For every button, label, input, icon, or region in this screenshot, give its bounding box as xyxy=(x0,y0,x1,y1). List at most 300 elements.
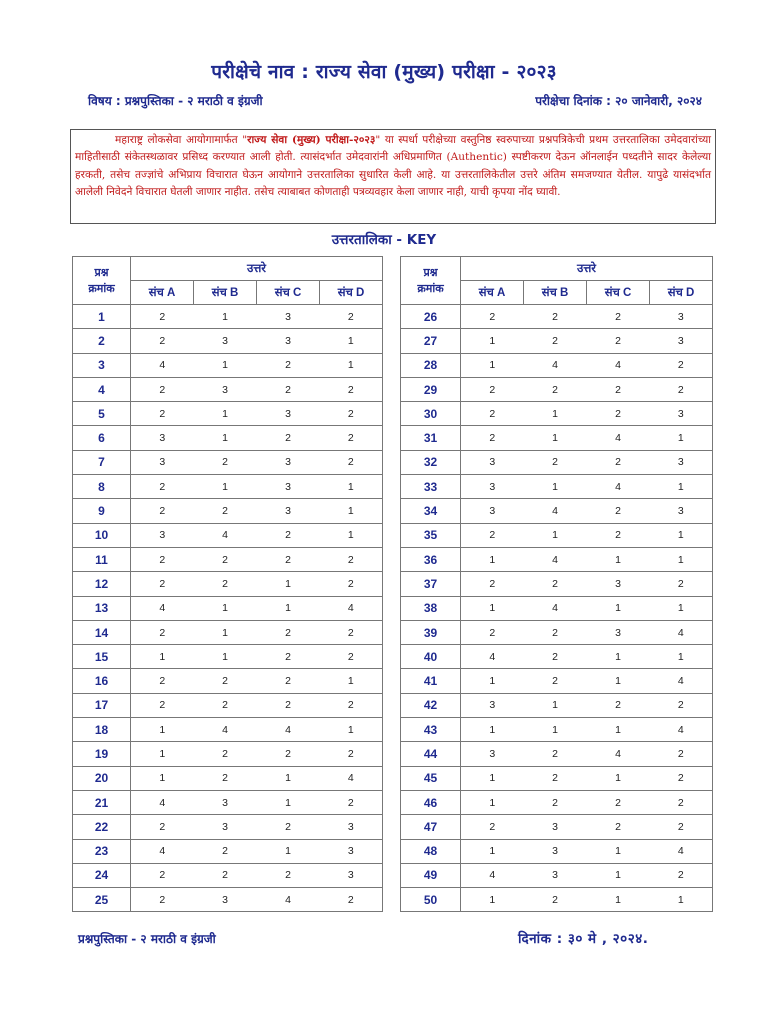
q-header-line1: प्रश्न xyxy=(94,266,109,279)
question-number-cell: 46 xyxy=(401,790,461,814)
table-row xyxy=(401,863,713,887)
table-row xyxy=(73,426,383,450)
question-number-cell: 50 xyxy=(401,888,461,912)
answer-set-d-cell: 2 xyxy=(320,742,383,766)
answer-set-d-cell: 2 xyxy=(320,547,383,571)
page-title: परीक्षेचे नाव : राज्य सेवा (मुख्य) परीक्षा - २०२३ xyxy=(211,61,557,83)
answer-set-a-cell: 2 xyxy=(461,815,524,839)
answer-set-d-cell: 1 xyxy=(650,426,713,450)
answer-set-d-cell: 2 xyxy=(320,790,383,814)
question-number-cell: 27 xyxy=(401,329,461,353)
answer-set-a-cell: 3 xyxy=(131,426,194,450)
question-number-cell: 1 xyxy=(73,305,131,329)
table-row xyxy=(73,888,383,912)
answer-set-a-cell: 1 xyxy=(461,329,524,353)
answer-set-b-cell: 4 xyxy=(194,718,257,742)
answer-set-d-cell: 2 xyxy=(320,426,383,450)
answer-set-a-cell: 2 xyxy=(461,523,524,547)
answer-set-b-cell: 3 xyxy=(194,790,257,814)
answer-set-d-cell: 2 xyxy=(320,305,383,329)
table-row xyxy=(401,766,713,790)
notice-exam-name: राज्य सेवा (मुख्य) परीक्षा-२०२३ xyxy=(247,134,376,146)
answer-set-c-cell: 1 xyxy=(587,863,650,887)
question-number-cell: 8 xyxy=(73,475,131,499)
question-number-cell: 39 xyxy=(401,620,461,644)
answer-set-a-cell: 1 xyxy=(461,888,524,912)
answer-set-d-cell: 1 xyxy=(320,523,383,547)
table-row xyxy=(73,475,383,499)
answer-set-d-cell: 1 xyxy=(320,475,383,499)
table-row xyxy=(401,547,713,571)
answer-set-d-cell: 2 xyxy=(320,450,383,474)
answer-set-d-cell: 3 xyxy=(650,305,713,329)
answer-set-c-cell: 2 xyxy=(587,450,650,474)
answer-set-c-cell: 4 xyxy=(257,718,320,742)
answer-set-d-cell: 2 xyxy=(320,572,383,596)
question-number-cell: 2 xyxy=(73,329,131,353)
table-row xyxy=(401,815,713,839)
answer-set-c-cell: 1 xyxy=(257,839,320,863)
set-c-header: संच C xyxy=(257,281,320,305)
answer-set-c-cell: 2 xyxy=(587,815,650,839)
answer-set-d-cell: 2 xyxy=(650,742,713,766)
set-b-header: संच B xyxy=(194,281,257,305)
answer-set-d-cell: 2 xyxy=(650,766,713,790)
answer-set-c-cell: 3 xyxy=(587,572,650,596)
answer-set-a-cell: 2 xyxy=(131,572,194,596)
answer-set-a-cell: 2 xyxy=(131,499,194,523)
answer-set-c-cell: 3 xyxy=(257,402,320,426)
question-number-cell: 6 xyxy=(73,426,131,450)
answer-set-c-cell: 2 xyxy=(587,402,650,426)
answer-set-c-cell: 2 xyxy=(257,815,320,839)
table-row xyxy=(73,742,383,766)
question-number-cell: 35 xyxy=(401,523,461,547)
table-row xyxy=(401,450,713,474)
answer-set-d-cell: 1 xyxy=(320,329,383,353)
answer-set-c-cell: 1 xyxy=(587,669,650,693)
table-row xyxy=(401,790,713,814)
answer-set-a-cell: 2 xyxy=(131,888,194,912)
table-row xyxy=(401,572,713,596)
question-number-cell: 40 xyxy=(401,645,461,669)
answer-set-b-cell: 2 xyxy=(524,888,587,912)
question-number-cell: 3 xyxy=(73,353,131,377)
table-row xyxy=(401,888,713,912)
table-row xyxy=(401,742,713,766)
answer-set-a-cell: 2 xyxy=(461,572,524,596)
notice-text-2: " या स्पर्धा परीक्षेच्या वस्तुनिष्ठ स्वरुपाच्या प्रश्नपत्रिकेची प्रथम उत्तरतालिका उमेदवारांच्या माहितीसाठी संकेतस्थळावर प्रसिध्द करण्यात आली होती. त्यासंदर्भात उमेदवारांनी अधिप्रमाणित (Authentic) स्पष्टीकरण देऊन ऑनलाईन पध्दतीने सादर केलेल्या हरकती, तसेच तज्ज्ञांचे अभिप्राय विचारात घेऊन आयोगाने उत्तरतालिका सुधारित केली आहे. या उत्तरतालिकेतील उत्तरे अंतिम समजण्यात येतील. यापुढे यासंदर्भात आलेली निवेदने विचारात घेतली जाणार नाहीत. तसेच त्याबाबत कोणताही पत्रव्यवहार केला जाणार नाही, याची कृपया नोंद घ्यावी. xyxy=(75,134,711,199)
answer-set-c-cell: 2 xyxy=(257,353,320,377)
table-row xyxy=(401,377,713,401)
answer-set-b-cell: 2 xyxy=(524,329,587,353)
answer-set-c-cell: 3 xyxy=(257,305,320,329)
question-number-cell: 30 xyxy=(401,402,461,426)
question-number-cell: 38 xyxy=(401,596,461,620)
answer-set-b-cell: 4 xyxy=(524,596,587,620)
answer-set-c-cell: 4 xyxy=(587,353,650,377)
footer-date-label: दिनांक : ३० मे , २०२४. xyxy=(518,931,649,947)
question-number-cell: 22 xyxy=(73,815,131,839)
question-number-header xyxy=(73,257,131,305)
answer-set-b-cell: 2 xyxy=(194,742,257,766)
answer-set-d-cell: 3 xyxy=(320,863,383,887)
table-row xyxy=(401,329,713,353)
question-number-cell: 31 xyxy=(401,426,461,450)
table-row xyxy=(401,620,713,644)
answer-set-b-cell: 1 xyxy=(194,645,257,669)
answer-set-c-cell: 1 xyxy=(587,596,650,620)
table-row xyxy=(401,523,713,547)
question-number-cell: 37 xyxy=(401,572,461,596)
question-number-cell: 25 xyxy=(73,888,131,912)
question-number-cell: 36 xyxy=(401,547,461,571)
answer-set-a-cell: 3 xyxy=(461,450,524,474)
question-number-cell: 17 xyxy=(73,693,131,717)
answer-set-c-cell: 2 xyxy=(257,669,320,693)
answer-set-d-cell: 1 xyxy=(320,353,383,377)
answer-set-b-cell: 4 xyxy=(524,499,587,523)
question-number-cell: 20 xyxy=(73,766,131,790)
set-a-header: संच A xyxy=(131,281,194,305)
question-number-cell: 29 xyxy=(401,377,461,401)
answer-set-d-cell: 1 xyxy=(650,596,713,620)
table-row xyxy=(73,815,383,839)
answer-set-d-cell: 2 xyxy=(320,645,383,669)
answer-set-a-cell: 2 xyxy=(461,426,524,450)
answer-set-c-cell: 4 xyxy=(587,475,650,499)
answer-set-c-cell: 2 xyxy=(587,790,650,814)
answer-set-c-cell: 2 xyxy=(587,305,650,329)
answer-set-c-cell: 2 xyxy=(257,523,320,547)
answer-set-b-cell: 1 xyxy=(524,402,587,426)
answer-set-b-cell: 2 xyxy=(194,547,257,571)
table-row xyxy=(401,305,713,329)
answer-key-table-left xyxy=(72,256,383,912)
answer-set-c-cell: 1 xyxy=(587,547,650,571)
answer-set-b-cell: 1 xyxy=(524,718,587,742)
question-number-cell: 33 xyxy=(401,475,461,499)
question-number-cell: 49 xyxy=(401,863,461,887)
set-a-header: संच A xyxy=(461,281,524,305)
question-number-cell: 32 xyxy=(401,450,461,474)
answer-set-a-cell: 2 xyxy=(131,475,194,499)
notice-text-1: महाराष्ट्र लोकसेवा आयोगामार्फत " xyxy=(115,134,248,146)
answer-set-b-cell: 1 xyxy=(524,693,587,717)
q-header-line2: क्रमांक xyxy=(88,282,115,295)
answer-set-d-cell: 4 xyxy=(320,596,383,620)
answer-set-a-cell: 4 xyxy=(461,645,524,669)
answer-set-a-cell: 2 xyxy=(131,669,194,693)
answer-set-c-cell: 3 xyxy=(587,620,650,644)
answer-set-a-cell: 4 xyxy=(131,596,194,620)
table-row xyxy=(401,402,713,426)
answer-set-d-cell: 4 xyxy=(650,620,713,644)
table-row xyxy=(401,499,713,523)
answer-set-d-cell: 2 xyxy=(320,693,383,717)
answer-set-b-cell: 3 xyxy=(524,839,587,863)
answer-set-d-cell: 2 xyxy=(650,572,713,596)
answer-set-b-cell: 1 xyxy=(524,426,587,450)
answer-set-c-cell: 3 xyxy=(257,499,320,523)
set-d-header: संच D xyxy=(320,281,383,305)
answer-set-b-cell: 2 xyxy=(524,572,587,596)
table-row xyxy=(401,596,713,620)
table-row xyxy=(73,523,383,547)
answer-set-a-cell: 1 xyxy=(461,547,524,571)
answer-set-d-cell: 2 xyxy=(650,815,713,839)
answer-set-d-cell: 1 xyxy=(650,523,713,547)
table-row xyxy=(73,790,383,814)
answer-set-c-cell: 2 xyxy=(587,377,650,401)
answer-set-d-cell: 2 xyxy=(320,377,383,401)
notice-box xyxy=(70,129,716,224)
answer-set-d-cell: 4 xyxy=(650,718,713,742)
answer-set-a-cell: 1 xyxy=(131,766,194,790)
answer-set-b-cell: 2 xyxy=(524,620,587,644)
answer-set-b-cell: 4 xyxy=(194,523,257,547)
question-number-cell: 11 xyxy=(73,547,131,571)
answer-set-c-cell: 2 xyxy=(257,620,320,644)
answer-set-b-cell: 2 xyxy=(524,742,587,766)
question-number-cell: 34 xyxy=(401,499,461,523)
table-row xyxy=(401,426,713,450)
answer-set-d-cell: 3 xyxy=(650,499,713,523)
answer-set-c-cell: 4 xyxy=(587,426,650,450)
set-d-header: संच D xyxy=(650,281,713,305)
answer-set-b-cell: 4 xyxy=(524,547,587,571)
answer-set-b-cell: 3 xyxy=(194,377,257,401)
table-row xyxy=(73,329,383,353)
question-number-cell: 9 xyxy=(73,499,131,523)
answer-set-a-cell: 2 xyxy=(131,547,194,571)
answer-set-c-cell: 3 xyxy=(257,475,320,499)
answer-set-d-cell: 1 xyxy=(320,669,383,693)
question-number-cell: 7 xyxy=(73,450,131,474)
answer-set-d-cell: 4 xyxy=(650,839,713,863)
answer-set-d-cell: 1 xyxy=(320,718,383,742)
q-header-line2: क्रमांक xyxy=(417,282,444,295)
table-row xyxy=(73,693,383,717)
answer-set-a-cell: 1 xyxy=(461,766,524,790)
answer-set-a-cell: 2 xyxy=(131,815,194,839)
answer-set-a-cell: 4 xyxy=(131,353,194,377)
answer-set-a-cell: 4 xyxy=(131,790,194,814)
answer-set-d-cell: 2 xyxy=(650,790,713,814)
answers-header: उत्तरे xyxy=(461,257,713,281)
table-row xyxy=(73,645,383,669)
table-row xyxy=(401,353,713,377)
answer-set-c-cell: 2 xyxy=(257,426,320,450)
answer-set-b-cell: 2 xyxy=(524,377,587,401)
question-number-cell: 42 xyxy=(401,693,461,717)
answer-set-b-cell: 1 xyxy=(194,620,257,644)
answer-set-d-cell: 2 xyxy=(650,693,713,717)
table-row xyxy=(73,620,383,644)
answer-set-d-cell: 2 xyxy=(650,353,713,377)
answer-set-a-cell: 1 xyxy=(461,669,524,693)
question-number-cell: 48 xyxy=(401,839,461,863)
question-number-cell: 12 xyxy=(73,572,131,596)
table-row xyxy=(73,547,383,571)
answer-set-a-cell: 3 xyxy=(461,475,524,499)
answer-set-a-cell: 2 xyxy=(461,305,524,329)
answer-set-c-cell: 2 xyxy=(587,329,650,353)
answer-set-c-cell: 2 xyxy=(257,377,320,401)
answer-set-a-cell: 4 xyxy=(461,863,524,887)
footer-booklet-label: प्रश्नपुस्तिका - २ मराठी व इंग्रजी xyxy=(78,932,216,946)
answer-set-a-cell: 2 xyxy=(131,402,194,426)
answer-set-a-cell: 3 xyxy=(131,523,194,547)
table-row xyxy=(73,863,383,887)
question-number-cell: 15 xyxy=(73,645,131,669)
answer-set-b-cell: 2 xyxy=(194,839,257,863)
answer-key-table-right xyxy=(400,256,713,912)
answer-set-a-cell: 2 xyxy=(131,329,194,353)
answer-set-d-cell: 2 xyxy=(650,863,713,887)
answer-set-a-cell: 2 xyxy=(461,620,524,644)
answer-set-b-cell: 2 xyxy=(524,669,587,693)
answer-set-b-cell: 1 xyxy=(194,426,257,450)
question-number-cell: 4 xyxy=(73,377,131,401)
question-number-cell: 45 xyxy=(401,766,461,790)
answer-set-b-cell: 2 xyxy=(194,499,257,523)
q-header-line1: प्रश्न xyxy=(423,266,438,279)
answer-set-b-cell: 2 xyxy=(524,766,587,790)
table-row xyxy=(401,693,713,717)
answer-set-c-cell: 1 xyxy=(257,790,320,814)
answer-set-b-cell: 3 xyxy=(194,815,257,839)
question-number-cell: 14 xyxy=(73,620,131,644)
answer-set-d-cell: 2 xyxy=(320,888,383,912)
answer-set-a-cell: 2 xyxy=(131,693,194,717)
answer-set-b-cell: 2 xyxy=(524,450,587,474)
table-row xyxy=(73,766,383,790)
answer-set-c-cell: 2 xyxy=(257,863,320,887)
answer-set-a-cell: 1 xyxy=(131,645,194,669)
answer-set-a-cell: 1 xyxy=(461,596,524,620)
answer-set-a-cell: 1 xyxy=(461,353,524,377)
answer-key-heading: उत्तरतालिका - KEY xyxy=(331,232,437,248)
answer-set-c-cell: 4 xyxy=(587,742,650,766)
question-number-cell: 10 xyxy=(73,523,131,547)
answer-set-b-cell: 1 xyxy=(524,475,587,499)
answer-set-d-cell: 4 xyxy=(320,766,383,790)
answer-set-b-cell: 2 xyxy=(194,450,257,474)
answer-set-a-cell: 2 xyxy=(131,377,194,401)
answer-set-d-cell: 3 xyxy=(320,815,383,839)
exam-date-label: परीक्षेचा दिनांक : २० जानेवारी, २०२४ xyxy=(535,94,702,108)
answer-set-a-cell: 3 xyxy=(131,450,194,474)
answer-set-d-cell: 3 xyxy=(650,450,713,474)
answer-set-d-cell: 3 xyxy=(650,402,713,426)
answer-set-d-cell: 1 xyxy=(650,475,713,499)
answer-set-a-cell: 3 xyxy=(461,693,524,717)
answer-set-c-cell: 1 xyxy=(587,888,650,912)
question-number-cell: 44 xyxy=(401,742,461,766)
answer-set-d-cell: 1 xyxy=(650,547,713,571)
question-number-cell: 41 xyxy=(401,669,461,693)
table-row xyxy=(73,402,383,426)
answer-set-c-cell: 2 xyxy=(257,547,320,571)
answer-set-a-cell: 2 xyxy=(131,863,194,887)
answer-set-b-cell: 2 xyxy=(524,790,587,814)
table-row xyxy=(73,572,383,596)
table-row xyxy=(73,839,383,863)
answer-set-c-cell: 1 xyxy=(257,596,320,620)
answer-set-d-cell: 4 xyxy=(650,669,713,693)
answer-set-d-cell: 2 xyxy=(650,377,713,401)
question-number-cell: 47 xyxy=(401,815,461,839)
answer-set-b-cell: 3 xyxy=(524,815,587,839)
table-row xyxy=(73,377,383,401)
answer-set-c-cell: 2 xyxy=(257,693,320,717)
answer-set-d-cell: 2 xyxy=(320,402,383,426)
answer-set-a-cell: 2 xyxy=(131,305,194,329)
answer-set-b-cell: 3 xyxy=(194,888,257,912)
answer-set-c-cell: 2 xyxy=(587,523,650,547)
answer-set-a-cell: 4 xyxy=(131,839,194,863)
table-row xyxy=(401,475,713,499)
table-row xyxy=(73,718,383,742)
answer-set-d-cell: 1 xyxy=(320,499,383,523)
answer-set-a-cell: 2 xyxy=(131,620,194,644)
table-row xyxy=(73,499,383,523)
question-number-cell: 13 xyxy=(73,596,131,620)
question-number-cell: 43 xyxy=(401,718,461,742)
table-row xyxy=(73,596,383,620)
table-row xyxy=(73,353,383,377)
question-number-header xyxy=(401,257,461,305)
answer-set-a-cell: 3 xyxy=(461,742,524,766)
answer-set-c-cell: 4 xyxy=(257,888,320,912)
answer-set-c-cell: 1 xyxy=(587,718,650,742)
answer-set-c-cell: 2 xyxy=(587,499,650,523)
answer-set-c-cell: 1 xyxy=(257,766,320,790)
answer-set-b-cell: 1 xyxy=(194,402,257,426)
question-number-cell: 5 xyxy=(73,402,131,426)
table-row xyxy=(73,305,383,329)
answer-set-d-cell: 1 xyxy=(650,888,713,912)
answer-set-d-cell: 3 xyxy=(650,329,713,353)
answer-set-b-cell: 2 xyxy=(194,863,257,887)
set-c-header: संच C xyxy=(587,281,650,305)
answer-set-c-cell: 1 xyxy=(587,645,650,669)
question-number-cell: 18 xyxy=(73,718,131,742)
table-row xyxy=(401,839,713,863)
question-number-cell: 24 xyxy=(73,863,131,887)
table-row xyxy=(73,669,383,693)
answer-set-c-cell: 2 xyxy=(587,693,650,717)
answer-set-d-cell: 3 xyxy=(320,839,383,863)
answer-set-a-cell: 1 xyxy=(131,742,194,766)
answer-set-b-cell: 1 xyxy=(194,353,257,377)
question-number-cell: 26 xyxy=(401,305,461,329)
answer-set-b-cell: 4 xyxy=(524,353,587,377)
answer-set-b-cell: 3 xyxy=(194,329,257,353)
question-number-cell: 19 xyxy=(73,742,131,766)
answer-set-c-cell: 2 xyxy=(257,645,320,669)
answer-set-c-cell: 1 xyxy=(257,572,320,596)
answer-set-a-cell: 1 xyxy=(131,718,194,742)
answer-set-c-cell: 1 xyxy=(587,839,650,863)
answer-set-a-cell: 2 xyxy=(461,377,524,401)
question-number-cell: 28 xyxy=(401,353,461,377)
table-row xyxy=(401,645,713,669)
set-b-header: संच B xyxy=(524,281,587,305)
answer-set-b-cell: 3 xyxy=(524,863,587,887)
answer-set-d-cell: 1 xyxy=(650,645,713,669)
